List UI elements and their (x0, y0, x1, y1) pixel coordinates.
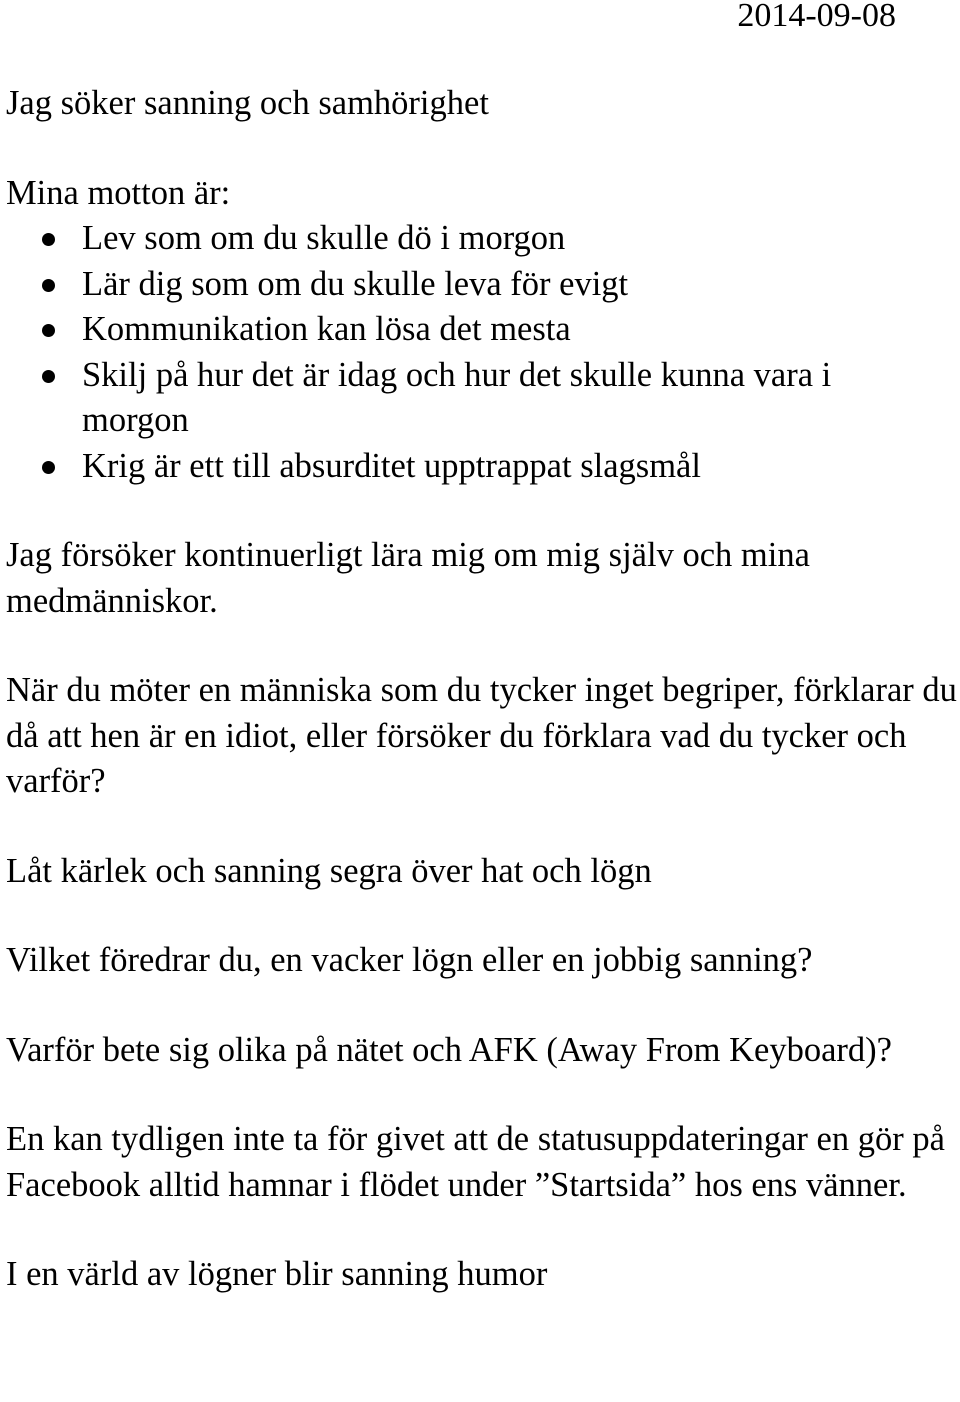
motto-text: Skilj på hur det är idag och hur det skulle kunna vara i morgon (82, 355, 832, 439)
paragraph-love-truth: Låt kärlek och sanning segra över hat och lögn (6, 851, 652, 890)
bullet-icon (42, 461, 55, 474)
motto-item (6, 262, 960, 308)
document-body (6, 81, 960, 1342)
bullet-icon (42, 324, 55, 337)
motto-item (6, 216, 960, 262)
motto-text: Lev som om du skulle dö i morgon (82, 219, 566, 257)
motto-item (6, 307, 960, 353)
document-date: 2014-09-08 (737, 0, 896, 34)
paragraph-idiot-question: När du möter en människa som du tycker inget begriper, förklarar du då att hen är en idiot, eller försöker du förklara vad du tycker och varför? (6, 671, 957, 800)
bullet-icon (42, 233, 55, 246)
motto-text: Krig är ett till absurditet upptrappat slagsmål (82, 446, 701, 485)
paragraph-lie-or-truth: Vilket föredrar du, en vacker lögn eller en jobbig sanning? (6, 941, 813, 979)
motto-item (6, 353, 960, 444)
motto-item (6, 444, 960, 490)
paragraph-self-learning: Jag försöker kontinuerligt lära mig om mig själv och mina medmänniskor. (6, 536, 810, 620)
paragraph-truth-humor: I en värld av lögner blir sanning humor (6, 1255, 548, 1293)
bullet-icon (42, 370, 55, 383)
motto-text: Kommunikation kan lösa det mesta (82, 310, 571, 348)
mottos-list (6, 216, 960, 489)
motto-text: Lär dig som om du skulle leva för evigt (82, 264, 629, 303)
paragraph-facebook: En kan tydligen inte ta för givet att de statusuppdateringar en gör på Facebook alltid hamnar i flödet under ”Startsida” hos ens vänner. (6, 1120, 945, 1204)
paragraph-afk: Varför bete sig olika på nätet och AFK (Away From Keyboard)? (6, 1030, 892, 1069)
heading: Jag söker sanning och samhörighet (6, 84, 489, 122)
mottos-heading: Mina motton är: (6, 173, 231, 212)
bullet-icon (42, 279, 55, 292)
